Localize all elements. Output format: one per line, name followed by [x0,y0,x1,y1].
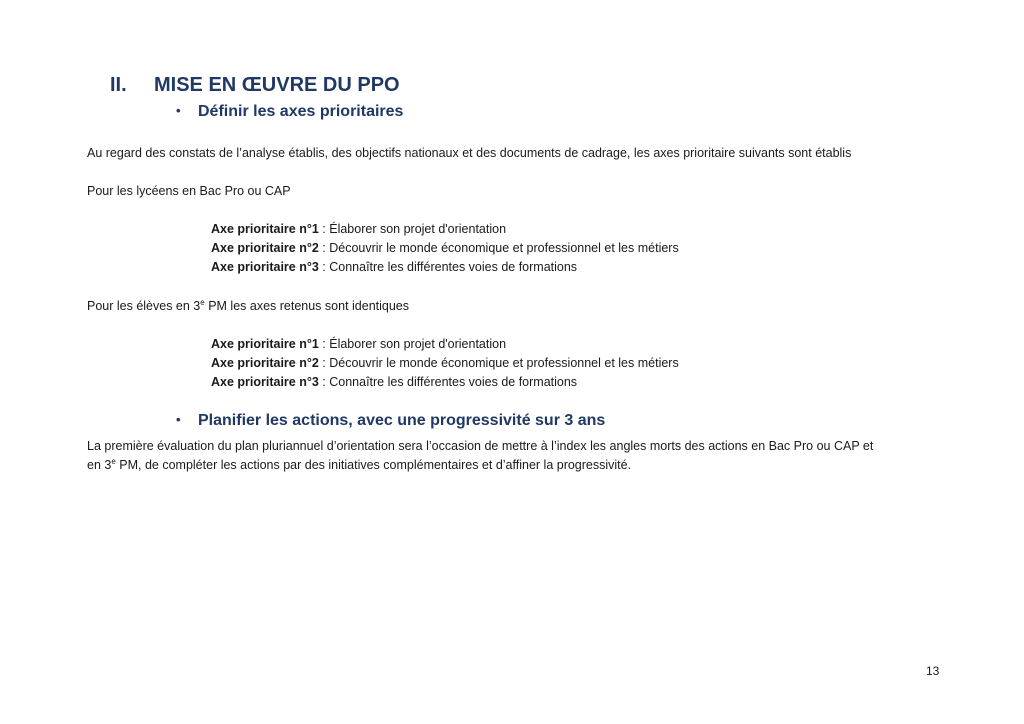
axe-item [211,258,679,277]
axe-separator: : [318,241,330,255]
axe-item [211,239,679,258]
pm-intro-sup: e [200,298,205,307]
axe-label: Axe prioritaire n°2 [211,241,319,255]
axe-text: Connaître les différentes voies de formations [329,260,578,274]
axe-separator: : [318,356,330,370]
planning-line2-after: PM, de compléter les actions par des initiatives complémentaires et d’affiner la progressivité. [115,458,632,472]
axe-label: Axe prioritaire n°3 [211,260,319,274]
planning-line2-before: en 3 [87,458,112,472]
axes-list-lycee [211,220,679,277]
axe-label: Axe prioritaire n°1 [211,222,319,236]
axes-list-3pm [211,335,679,392]
axe-text: Élaborer son projet d'orientation [329,337,507,351]
axe-text: Élaborer son projet d'orientation [329,222,507,236]
axe-text: Découvrir le monde économique et professionnel et les métiers [329,241,679,255]
axe-separator: : [318,222,330,236]
axe-text: Connaître les différentes voies de formations [329,375,578,389]
intro-paragraph: Au regard des constats de l’analyse établis, des objectifs nationaux et des documents de cadrage, les axes prioritaire suivants sont établis [87,146,852,160]
bullet-icon: • [176,103,181,118]
subsection-heading-planning [176,412,605,430]
axe-separator: : [318,375,330,389]
axe-separator: : [318,337,330,351]
planning-paragraph-line1: La première évaluation du plan pluriannuel d’orientation sera l’occasion de mettre à l’index les angles morts des actions en Bac Pro ou CAP et [87,439,874,453]
section-title: MISE EN ŒUVRE DU PPO [154,74,400,96]
axe-item [211,373,679,392]
subsection-heading-axes [176,103,403,121]
axe-item [211,220,679,239]
section-number: II. [110,74,127,96]
axe-label: Axe prioritaire n°1 [211,337,319,351]
subsection-title: Définir les axes prioritaires [198,103,404,120]
page-number: 13 [926,664,940,678]
planning-line2-sup: e [111,457,116,466]
axe-label: Axe prioritaire n°2 [211,356,319,370]
section-heading [110,74,400,97]
pm-intro-before: Pour les élèves en 3 [87,299,201,313]
axe-item [211,354,679,373]
axe-label: Axe prioritaire n°3 [211,375,319,389]
axe-text: Découvrir le monde économique et professionnel et les métiers [329,356,679,370]
axe-item [211,335,679,354]
planning-paragraph-line2 [87,456,631,474]
axe-separator: : [318,260,330,274]
pm-intro-paragraph [87,297,409,315]
bullet-icon: • [176,412,181,427]
lycee-intro-paragraph: Pour les lycéens en Bac Pro ou CAP [87,184,291,198]
subsection-title: Planifier les actions, avec une progressivité sur 3 ans [198,412,606,429]
pm-intro-after: PM les axes retenus sont identiques [204,299,409,313]
